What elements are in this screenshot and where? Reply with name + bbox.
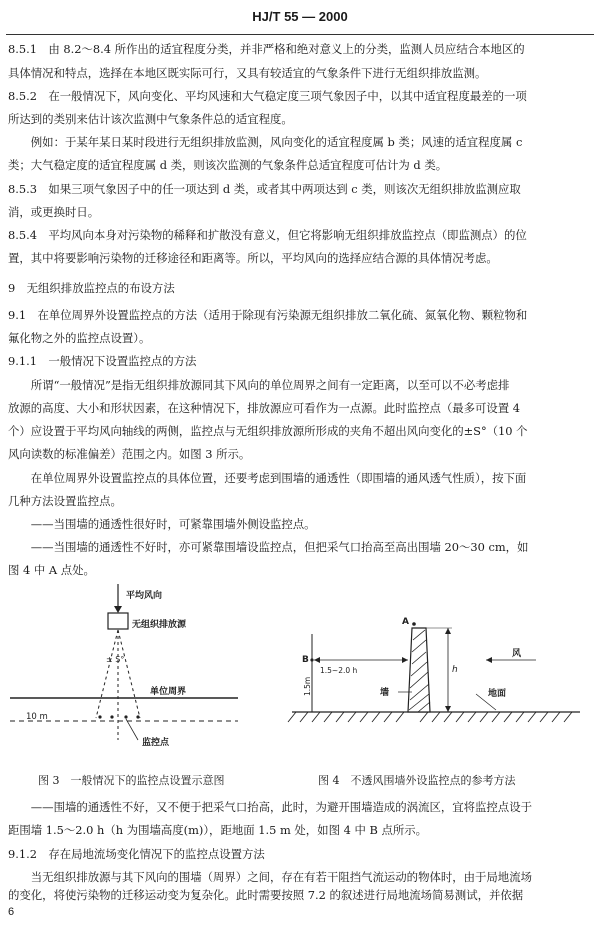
fig4-label-b: B xyxy=(302,655,309,665)
figure-4-diagram xyxy=(280,600,595,760)
wind-arrowhead xyxy=(486,657,492,663)
text-line: 当无组织排放源与其下风向的围墙（周界）之间，存在有若干阻挡气流运动的物体时，由于局地流场 xyxy=(8,870,532,884)
subsection-heading: 9.1.1 一般情况下设置监控点的方法 xyxy=(8,354,197,368)
wind-arrowhead xyxy=(114,606,122,613)
figure-3-caption: 图 3 一般情况下的监控点设置示意图 xyxy=(38,774,225,787)
header-rule xyxy=(6,34,594,35)
text-line: 距围墙 1.5～2.0 h（h 为围墙高度(m)），距地面 1.5 m 处，如图 4 中 B 点所示。 xyxy=(8,823,428,837)
figure-4-caption: 图 4 不透风围墙外设监控点的参考方法 xyxy=(318,774,516,787)
ray-right xyxy=(118,630,140,718)
text-line: 的变化，将使污染物的迁移运动变为复杂化。此时需要按照 7.2 的叙述进行局地流场简易测试，并依据 xyxy=(8,888,524,902)
fig3-source-label: 无组织排放源 xyxy=(132,620,187,630)
text-line: 几种方法设置监控点。 xyxy=(8,494,122,508)
point-b xyxy=(310,658,313,661)
subsection-heading: 9.1.2 存在局地流场变化情况下的监控点设置方法 xyxy=(8,847,265,861)
text-line: 消，或更换时日。 xyxy=(8,205,100,219)
text-line: 氟化物之外的监控点设置）。 xyxy=(8,331,151,345)
source-box xyxy=(108,613,128,629)
text-line: 风向读数的标准偏差）范围之内。如图 3 所示。 xyxy=(8,447,251,461)
monitor-leader xyxy=(126,719,138,740)
text-line: 8.5.3 如果三项气象因子中的任一项达到 d 类，或者其中两项达到 c 类，则该次无组织排放监测应取 xyxy=(8,182,521,196)
fig4-label-a: A xyxy=(402,617,409,627)
fig4-height-label: 1.5m xyxy=(303,676,312,696)
text-line: 置，其中将要影响污染物的迁移途径和距离等。所以，平均风向的选择应结合源的具体情况考虑。 xyxy=(8,251,498,265)
fig3-angle-label: ± S° xyxy=(106,655,125,664)
monitor-point xyxy=(110,715,113,718)
text-line: 类；大气稳定度的适宜程度属 d 类，则该次监测的气象条件总适宜程度可估计为 d 类。 xyxy=(8,158,448,172)
fig3-wind-label: 平均风向 xyxy=(126,591,163,601)
text-line: 8.5.2 在一般情况下，风向变化、平均风速和大气稳定度三项气象因子中，以其中适宜程度最差的一项 xyxy=(8,89,527,103)
fig3-distance-label: 10 m xyxy=(26,712,48,722)
text-line: ——围墙的通透性不好，又不便于把采气口抬高，此时，为避开围墙造成的涡流区，宜将监控点设于 xyxy=(8,800,532,814)
text-line: 例如：于某年某日某时段进行无组织排放监测，风向变化的适宜程度属 b 类；风速的适宜程度属 c xyxy=(8,135,523,149)
section-heading: 9 无组织排放监控点的布设方法 xyxy=(8,281,175,295)
fig4-wind-label: 风 xyxy=(512,649,522,659)
fig4-h-label: h xyxy=(452,665,458,675)
text-line: 8.5.1 由 8.2～8.4 所作出的适宜程度分类，并非严格和绝对意义上的分类，监测人员应结合本地区的 xyxy=(8,42,525,56)
figure-3-diagram xyxy=(0,580,270,760)
page-header: HJ/T 55 — 2000 xyxy=(252,9,348,24)
text-line: 具体情况和特点，选择在本地区既实际可行，又具有较适宜的气象条件下进行无组织排放监测。 xyxy=(8,66,487,80)
fig3-boundary-label: 单位周界 xyxy=(150,687,187,697)
text-line: 9.1 在单位周界外设置监控点的方法（适用于除现有污染源无组织排放二氧化硫、氮氧化物、颗粒物和 xyxy=(8,308,528,322)
page-number: 6 xyxy=(8,906,15,918)
fig4-dist-label: 1.5~2.0 h xyxy=(320,666,358,675)
ground-hatching xyxy=(288,712,572,722)
text-line: 个）应设置于平均风向轴线的两侧，监控点与无组织排放源所形成的夹角不超出风向变化的±S°（10 个 xyxy=(8,424,528,438)
fig3-monitor-label: 监控点 xyxy=(142,738,170,748)
text-line: 放源的高度、大小和形状因素，在这种情况下，排放源应可看作为一点源。此时监控点（最多可设置 4 xyxy=(8,401,521,415)
monitor-point xyxy=(98,715,101,718)
text-line: 图 4 中 A 点处。 xyxy=(8,563,95,577)
text-line: ——当围墙的通透性不好时，亦可紧靠围墙设监控点，但把采气口抬高至高出围墙 20～30 cm，如 xyxy=(8,540,529,554)
monitor-point xyxy=(136,715,139,718)
fig4-ground-label: 地面 xyxy=(488,689,507,699)
monitor-point xyxy=(124,715,127,718)
text-line: 在单位周界外设置监控点的具体位置，还要考虑到围墙的通透性（即围墙的通风透气性质），按下面 xyxy=(8,471,527,485)
ray-left xyxy=(96,630,118,718)
text-line: 所达到的类别来估计该次监测中气象条件总的适宜程度。 xyxy=(8,112,293,126)
text-line: 所谓“一般情况”是指无组织排放源同其下风向的单位周界之间有一定距离，以至可以不必考虑排 xyxy=(8,378,510,392)
fig4-wall-label: 墙 xyxy=(380,688,390,698)
point-a xyxy=(412,622,416,626)
text-line: 8.5.4 平均风向本身对污染物的稀释和扩散没有意义，但它将影响无组织排放监控点（即监测点）的位 xyxy=(8,228,527,242)
text-line: ——当围墙的通透性很好时，可紧靠围墙外侧设监控点。 xyxy=(8,517,316,531)
